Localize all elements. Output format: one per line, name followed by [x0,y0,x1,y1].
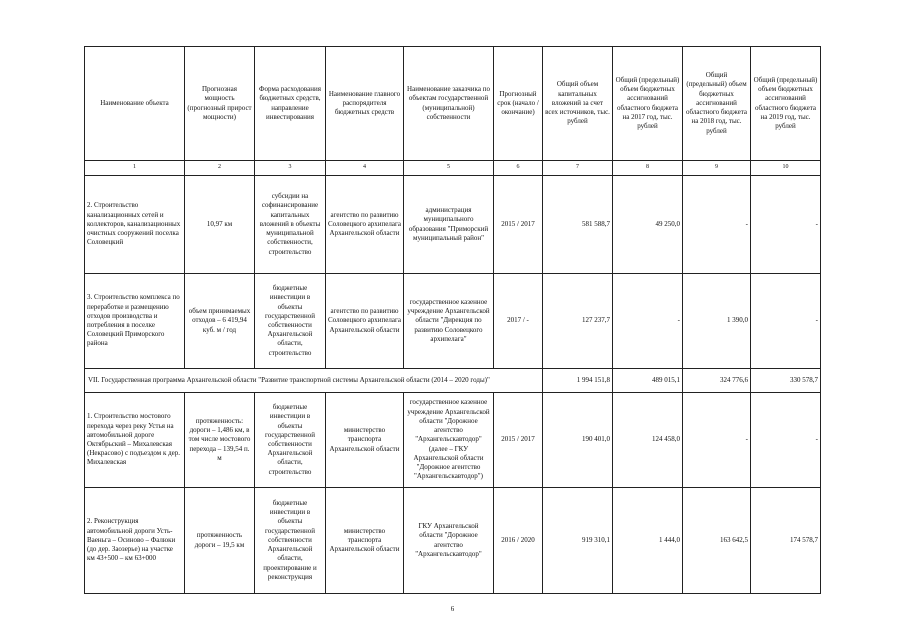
term-cell: 2017 / - [494,274,543,369]
total-volume-cell: 919 310,1 [543,488,613,594]
capacity-cell: объем принимаемых отходов – 6 419,94 куб. м / год [185,274,255,369]
header-cell: Наименование объекта [85,47,185,161]
manager-cell: агентство по развитию Соловецкого архипелага Архангельской области [326,176,404,274]
object-name-cell: 1. Строительство мостового перехода через реку Устья на автомобильной дороге Октябрьский – Михалевская (Некрасово) с подъездом к дер. Михалевская [85,393,185,488]
table-row [85,488,821,594]
program-section-row [85,369,821,393]
funding-form-cell: бюджетные инвестиции в объекты государственной собственности Архангельской области, строительство [255,393,326,488]
term-cell: 2015 / 2017 [494,393,543,488]
table-row [85,393,821,488]
customer-cell: ГКУ Архангельской области "Дорожное агентство "Архангельскавтодор" [404,488,494,594]
object-name-cell: 2. Строительство канализационных сетей и коллекторов, канализационных очистных сооружений поселка Соловецкий [85,176,185,274]
table-header-row [85,47,821,161]
total-volume-cell: 190 401,0 [543,393,613,488]
budget-2018-cell: 163 642,5 [683,488,751,594]
budget-2017-cell: 124 458,0 [613,393,683,488]
total-volume-cell: 127 237,7 [543,274,613,369]
funding-form-cell: субсидии на софинансирование капитальных вложений в объекты муниципальной собственности, строительство [255,176,326,274]
section-total-2019: 330 578,7 [751,369,821,393]
section-total-2017: 489 015,1 [613,369,683,393]
column-number: 4 [326,161,404,176]
capacity-cell: протяженность: дороги – 1,486 км, в том числе мостового перехода – 139,54 п. м [185,393,255,488]
header-cell: Прогнозная мощность (прогнозный прирост мощности) [185,47,255,161]
column-number: 6 [494,161,543,176]
manager-cell: министерство транспорта Архангельской области [326,393,404,488]
column-number: 8 [613,161,683,176]
header-cell: Наименование заказчика по объектам государственной (муниципальной) собственности [404,47,494,161]
funding-form-cell: бюджетные инвестиции в объекты государственной собственности Архангельской области, строительство [255,274,326,369]
term-cell: 2015 / 2017 [494,176,543,274]
header-cell: Общий (предельный) объем бюджетных ассигнований областного бюджета на 2017 год, тыс. рублей [613,47,683,161]
budget-2017-cell: 49 250,0 [613,176,683,274]
column-number: 2 [185,161,255,176]
header-cell: Форма расходования бюджетных средств, направление инвестирования [255,47,326,161]
column-number: 9 [683,161,751,176]
object-name-cell: 2. Реконструкция автомобильной дороги Усть-Ваеньга – Осиново – Фалюки (до дер. Заозерье) на участке км 43+500 – км 63+000 [85,488,185,594]
capacity-cell: протяженность дороги – 19,5 км [185,488,255,594]
funding-form-cell: бюджетные инвестиции в объекты государственной собственности Архангельской области, проектирование и реконструкция [255,488,326,594]
budget-2018-cell: 1 390,0 [683,274,751,369]
term-cell: 2016 / 2020 [494,488,543,594]
total-volume-cell: 581 588,7 [543,176,613,274]
budget-2017-cell: 1 444,0 [613,488,683,594]
column-number-row [85,161,821,176]
budget-2019-cell: - [751,274,821,369]
budget-2019-cell: 174 578,7 [751,488,821,594]
budget-2018-cell: - [683,393,751,488]
customer-cell: государственное казенное учреждение Архангельской области "Дирекция по развитию Соловецкого архипелага" [404,274,494,369]
section-total-volume: 1 994 151,8 [543,369,613,393]
table-row [85,176,821,274]
header-cell: Общий (предельный) объем бюджетных ассигнований областного бюджета на 2018 год, тыс. рублей [683,47,751,161]
header-cell: Общий (предельный) объем бюджетных ассигнований областного бюджета на 2019 год, тыс. рублей [751,47,821,161]
budget-2019-cell: - [751,176,821,274]
budget-2017-cell: - [613,274,683,369]
program-section-title: VII. Государственная программа Архангельской области "Развитие транспортной системы Архангельской области (2014 – 2020 годы)" [85,369,543,393]
page-number: 6 [450,605,455,613]
column-number: 10 [751,161,821,176]
manager-cell: агентство по развитию Соловецкого архипелага Архангельской области [326,274,404,369]
investment-objects-table [84,46,821,594]
customer-cell: администрация муниципального образования "Приморский муниципальный район" [404,176,494,274]
budget-2019-cell: - [751,393,821,488]
budget-2018-cell: - [683,176,751,274]
header-cell: Наименование главного распорядителя бюджетных средств [326,47,404,161]
customer-cell: государственное казенное учреждение Архангельской области "Дорожное агентство "Архангельскавтодор" (далее – ГКУ Архангельской области "Дорожное агентство "Архангельскавтодор") [404,393,494,488]
capacity-cell: 10,97 км [185,176,255,274]
column-number: 1 [85,161,185,176]
column-number: 7 [543,161,613,176]
manager-cell: министерство транспорта Архангельской области [326,488,404,594]
table-row [85,274,821,369]
section-total-2018: 324 776,6 [683,369,751,393]
column-number: 5 [404,161,494,176]
header-cell: Прогнозный срок (начало / окончание) [494,47,543,161]
column-number: 3 [255,161,326,176]
object-name-cell: 3. Строительство комплекса по переработке и размещению отходов производства и потребления в поселке Соловецкий Приморского района [85,274,185,369]
header-cell: Общий объем капитальных вложений за счет всех источников, тыс. рублей [543,47,613,161]
